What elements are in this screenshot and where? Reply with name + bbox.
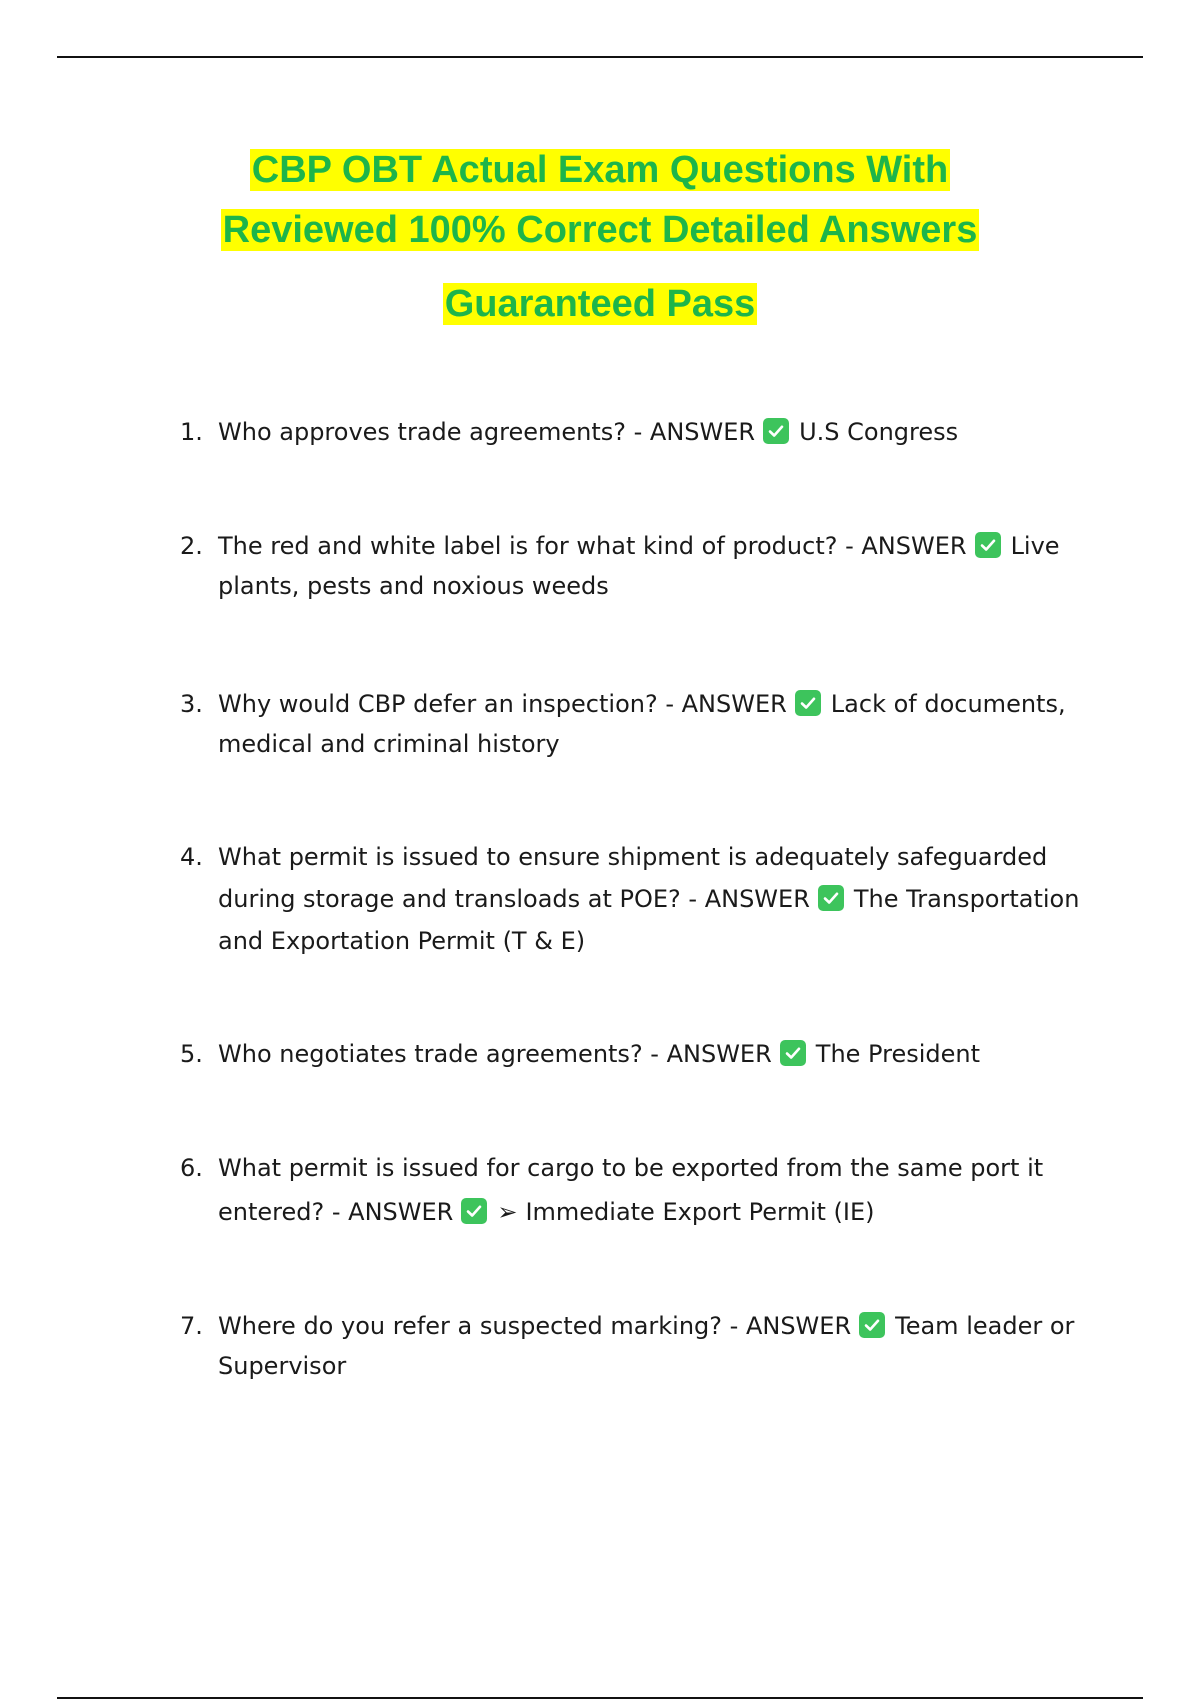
check-box-icon [461, 1198, 487, 1224]
question-item-3 [180, 684, 1100, 764]
arrow-bullet-icon: ➢ [497, 1198, 518, 1226]
title-line-1: CBP OBT Actual Exam Questions With [251, 149, 949, 191]
check-box-icon [975, 532, 1001, 558]
question-number: 3. [180, 690, 203, 718]
question-list [180, 412, 1100, 1386]
check-box-icon [795, 690, 821, 716]
question-item-4 [180, 836, 1100, 962]
answer-text: Lack of documents, medical and criminal history [218, 690, 1066, 758]
question-text: Who negotiates trade agreements? - ANSWER [218, 1040, 772, 1068]
check-box-icon [780, 1040, 806, 1066]
check-box-icon [859, 1312, 885, 1338]
question-number: 7. [180, 1312, 203, 1340]
title-line-3: Guaranteed Pass [444, 283, 756, 325]
top-rule [57, 56, 1143, 58]
question-item-7 [180, 1306, 1100, 1386]
question-number: 5. [180, 1040, 203, 1068]
title-line-2: Reviewed 100% Correct Detailed Answers [222, 209, 978, 251]
check-box-icon [763, 418, 789, 444]
question-item-2 [180, 526, 1100, 606]
question-number: 4. [180, 843, 203, 871]
question-number: 2. [180, 532, 203, 560]
bottom-rule [57, 1697, 1143, 1699]
question-number: 6. [180, 1154, 203, 1182]
question-text: Where do you refer a suspected marking? - ANSWER [218, 1312, 852, 1340]
question-item-6 [180, 1146, 1100, 1234]
question-text: The red and white label is for what kind of product? - ANSWER [218, 532, 967, 560]
check-box-icon [818, 885, 844, 911]
answer-text: U.S Congress [799, 418, 959, 446]
answer-text: Live plants, pests and noxious weeds [218, 532, 1060, 600]
answer-text: Immediate Export Permit (IE) [525, 1198, 875, 1226]
answer-text: The Transportation and Exportation Permit (T & E) [218, 885, 1080, 955]
answer-text: Team leader or Supervisor [218, 1312, 1075, 1380]
question-text: What permit is issued for cargo to be exported from the same port it entered? - ANSWER [218, 1154, 1044, 1226]
question-number: 1. [180, 418, 203, 446]
question-item-1 [180, 412, 1100, 452]
document-title [0, 140, 1200, 334]
question-text: Why would CBP defer an inspection? - ANSWER [218, 690, 787, 718]
answer-text: The President [815, 1040, 980, 1068]
question-text: Who approves trade agreements? - ANSWER [218, 418, 756, 446]
question-item-5 [180, 1034, 1100, 1074]
question-text: What permit is issued to ensure shipment is adequately safeguarded during storage and transloads at POE? - ANSWER [218, 843, 1048, 913]
